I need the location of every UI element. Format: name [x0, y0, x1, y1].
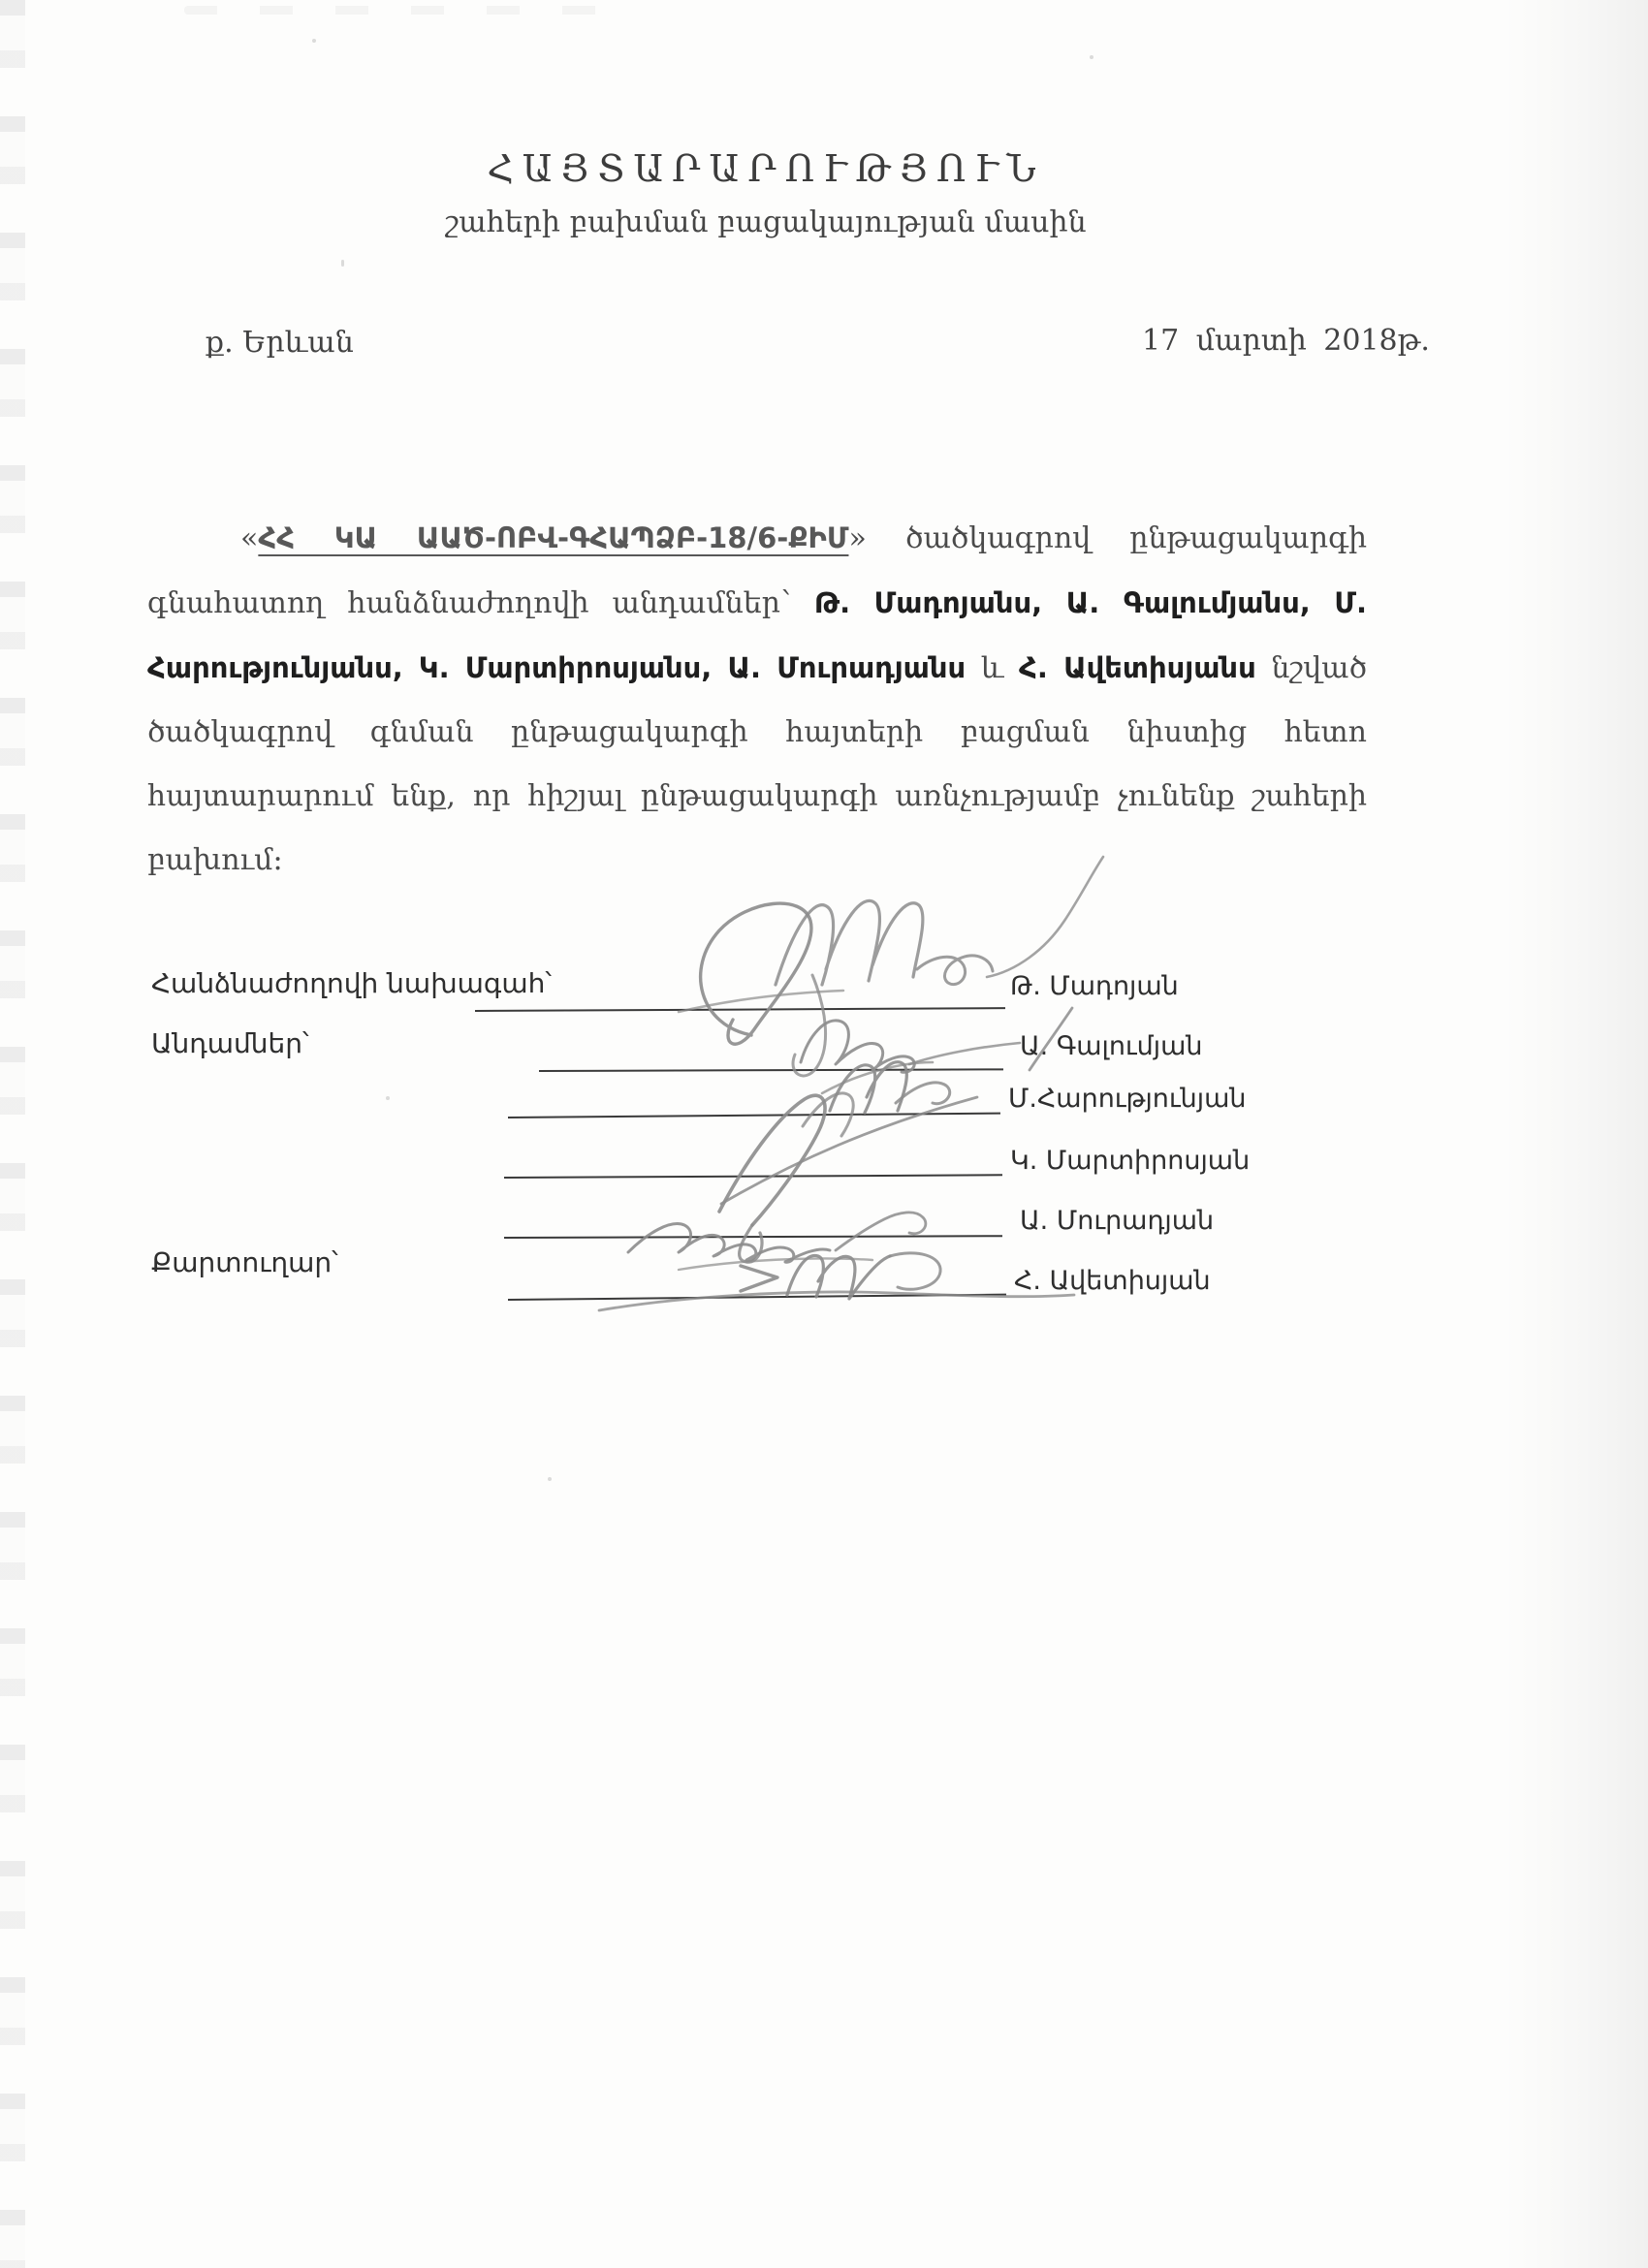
members-label: Անդամներ՝ [151, 1027, 309, 1059]
signature-line [539, 1068, 1003, 1072]
chairman-label: Հանձնաժողովի նախագահ՝ [151, 967, 552, 999]
conjunction: և [966, 651, 1020, 685]
scan-speck [341, 260, 344, 267]
declaration-paragraph [147, 506, 1367, 893]
quote-close: » [848, 521, 867, 555]
scan-edge-noise-left [0, 0, 25, 2268]
signature-line [504, 1174, 1002, 1179]
quote-open: « [240, 521, 259, 555]
signature-name: Ա. Գալումյան [1020, 1031, 1203, 1061]
scan-speck [386, 1096, 390, 1100]
signature-stroke-member-4 [628, 1213, 926, 1270]
signature-name: Մ.Հարությունյան [1008, 1084, 1247, 1114]
scan-edge-noise-top [184, 6, 601, 15]
paragraph-text-1: ծածկագրով ընթացակարգի գնահատող հանձնաժողովի անդամներ՝ [147, 521, 1367, 620]
signature-name: Ա. Մուրադյան [1020, 1206, 1215, 1236]
document-title: ՀԱՅՏԱՐԱՐՈՒԹՅՈՒՆ [487, 147, 1045, 190]
scan-speck [548, 1477, 552, 1481]
signature-name: Հ. Ավետիսյան [1014, 1266, 1211, 1296]
signature-line [508, 1113, 1000, 1118]
scan-shadow-right [1503, 0, 1648, 2268]
paragraph-text-2: նշված ծածկագրով գնման ընթացակարգի հայտերի բացման նիստից հետո հայտարարում ենք, որ հիշյալ ընթացակարգի առնչությամբ չունենք շահերի բախում։ [147, 651, 1368, 877]
signature-name: Թ. Մադոյան [1010, 971, 1179, 1001]
place-city: ք. Երևան [206, 326, 354, 360]
secretary-label: Քարտուղար՝ [151, 1246, 338, 1278]
document-subtitle: շահերի բախման բացակայության մասին [445, 205, 1087, 239]
signature-name: Կ. Մարտիրոսյան [1010, 1146, 1251, 1176]
signature-line [475, 1007, 1005, 1012]
member-name-bold-last: Հ. Ավետիսյանս [1019, 651, 1256, 684]
procedure-code: ՀՀ ԿԱ ԱԱԾ-ՈԲՎ-ԳՀԱՊՁԲ-18/6-ՔԻՄ [258, 521, 849, 554]
signature-stroke-secretary [599, 1253, 1074, 1310]
signature-line [504, 1235, 1002, 1239]
scan-speck [312, 39, 316, 43]
member-names-bold: Թ. Մադոյանս, Ա. Գալումյանս, Մ. Հարությունյանս, Կ. Մարտիրոսյանս, Ա. Մուրադյանս [147, 586, 1368, 684]
signature-line [508, 1294, 1006, 1301]
document-date: 17 մարտի 2018թ. [1142, 324, 1430, 358]
scan-speck [1090, 55, 1093, 59]
